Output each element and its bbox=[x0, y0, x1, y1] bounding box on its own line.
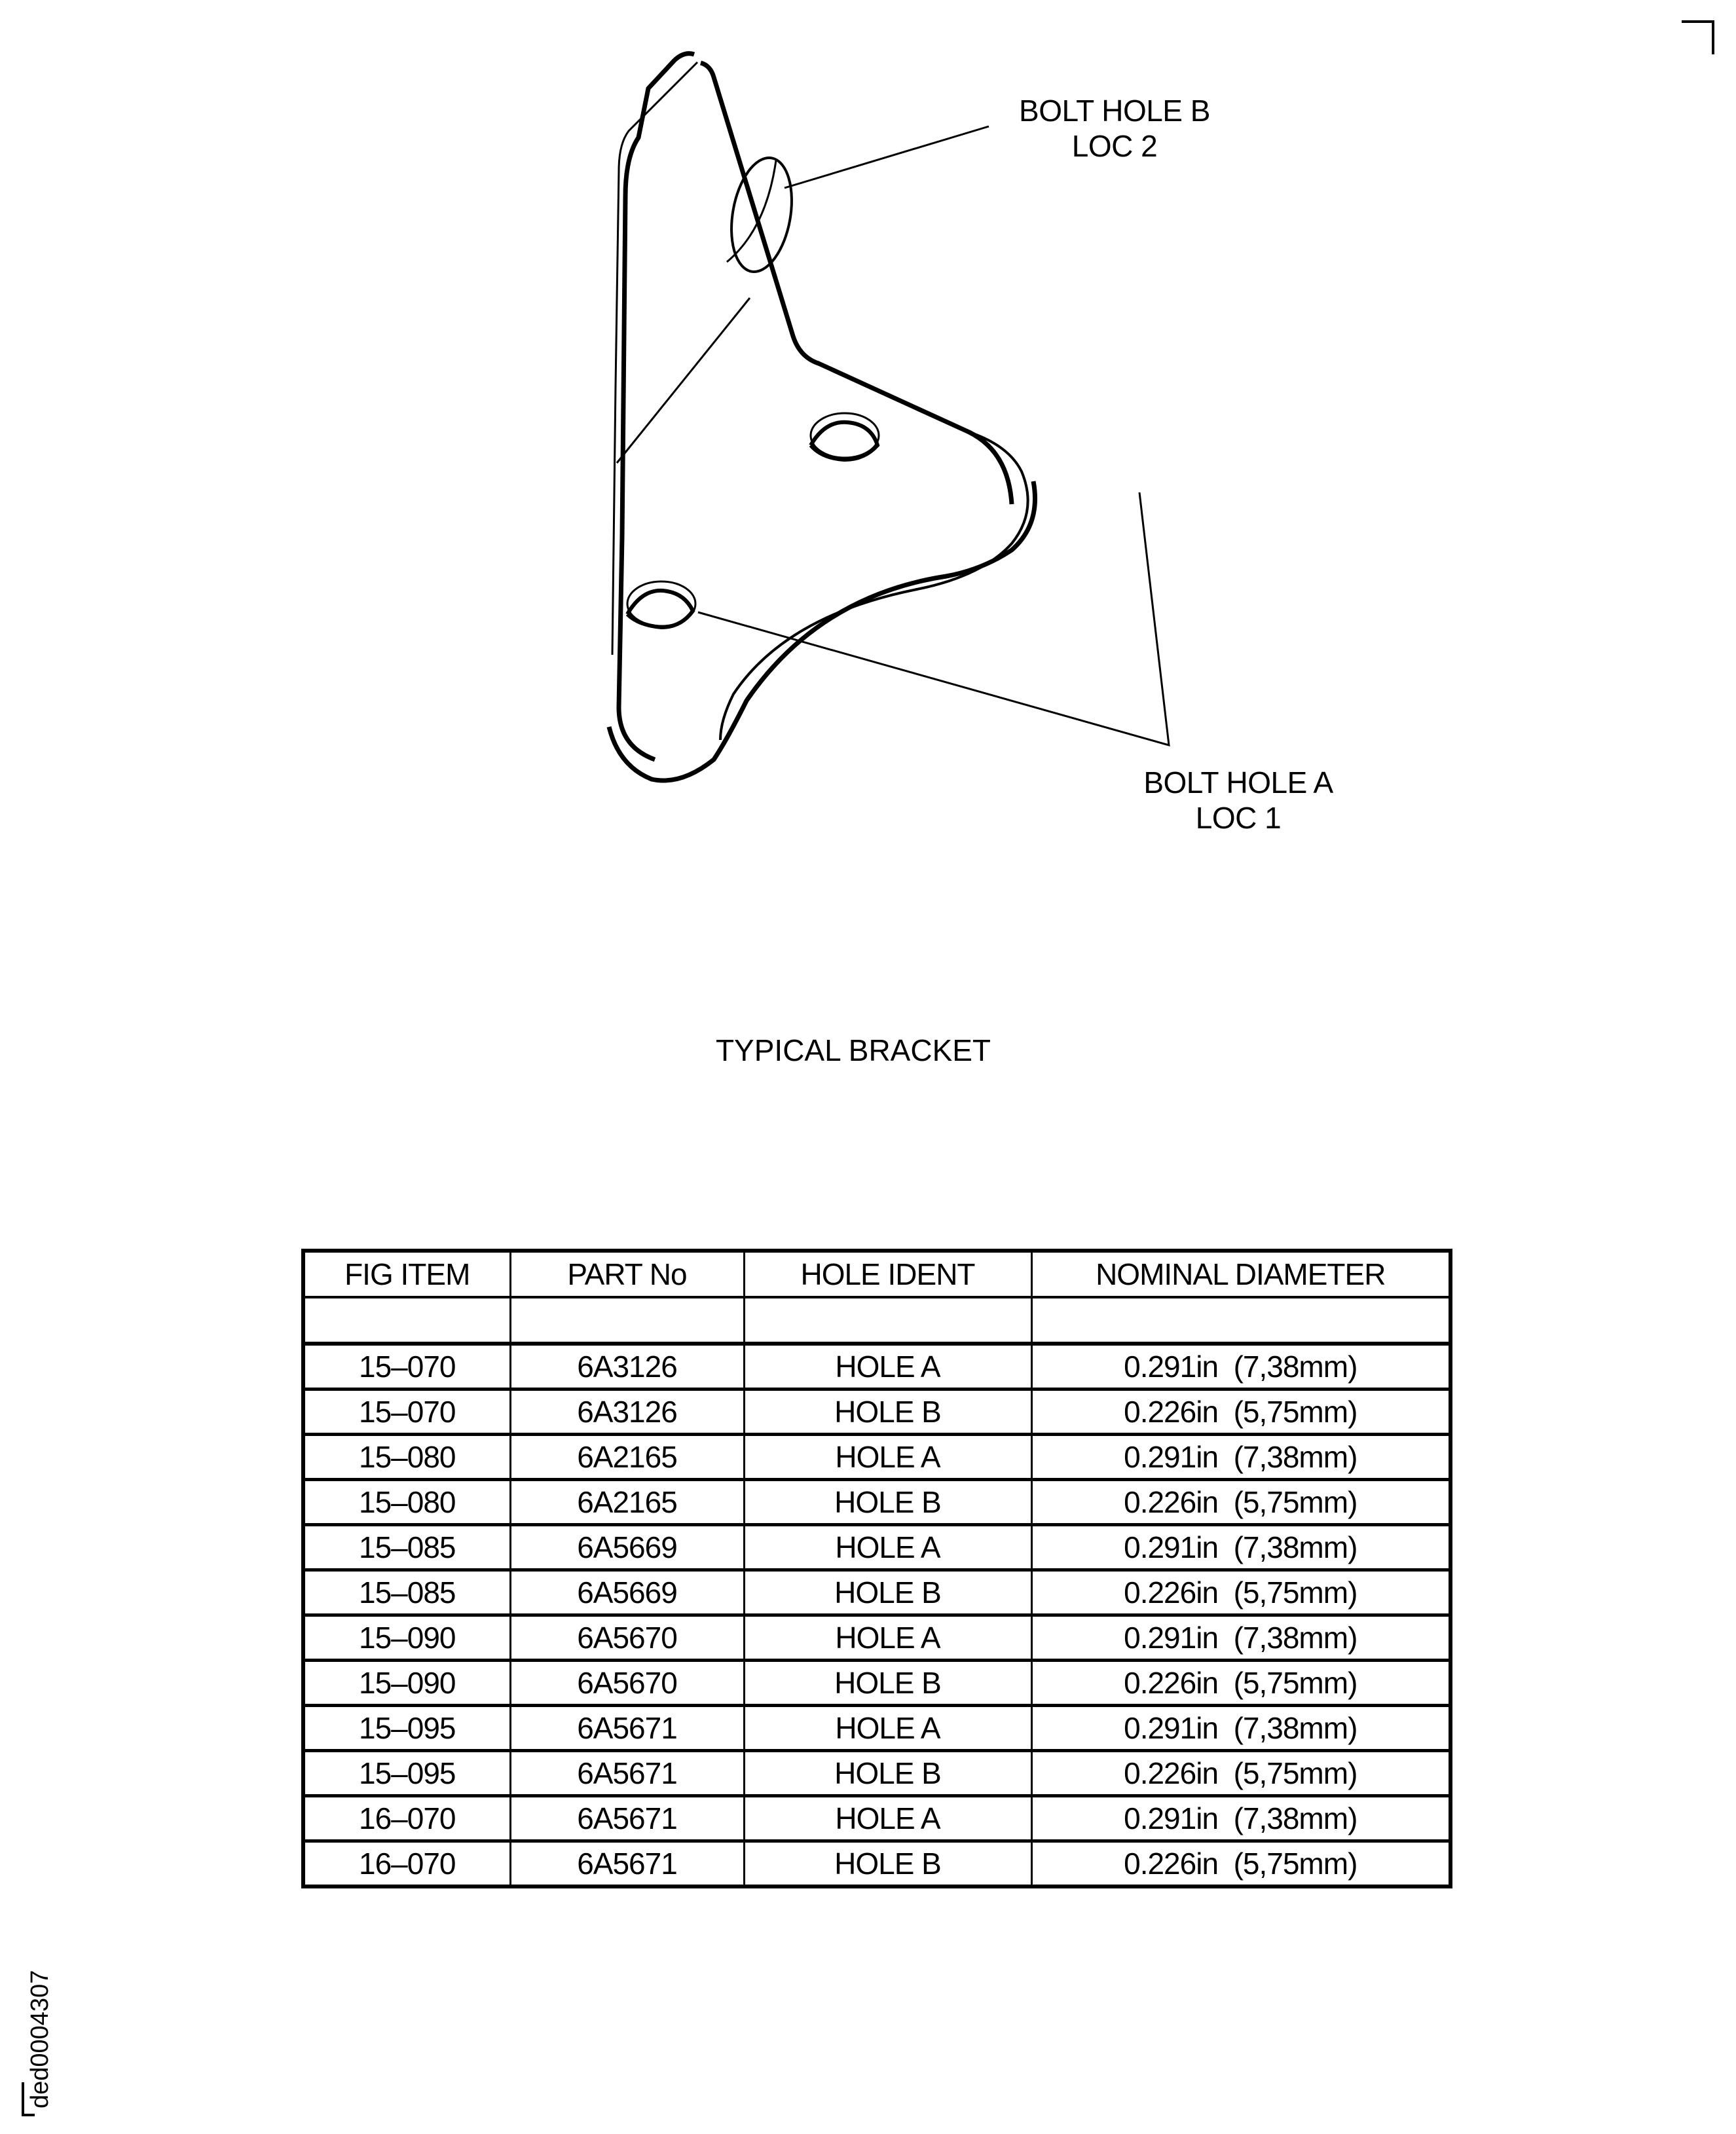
cell-hole-ident: HOLE A bbox=[744, 1435, 1031, 1480]
table-row bbox=[303, 1706, 1450, 1751]
header-part-no: PART No bbox=[510, 1251, 744, 1297]
hole-diameter-table bbox=[301, 1249, 1452, 1888]
cell-hole-ident: HOLE A bbox=[744, 1615, 1031, 1661]
cell-fig-item: 15–090 bbox=[303, 1615, 510, 1661]
callout-bolt-hole-a-line2: LOC 1 bbox=[1195, 801, 1282, 835]
header-hole-ident: HOLE IDENT bbox=[744, 1251, 1031, 1297]
cell-nominal-diameter: 0.226in (5,75mm) bbox=[1031, 1751, 1450, 1796]
table-row bbox=[303, 1344, 1450, 1389]
table-header-row bbox=[303, 1251, 1450, 1297]
cell-fig-item: 15–095 bbox=[303, 1706, 510, 1751]
cell-nominal-diameter: 0.291in (7,38mm) bbox=[1031, 1344, 1450, 1389]
table-row bbox=[303, 1435, 1450, 1480]
cell-hole-ident: HOLE B bbox=[744, 1841, 1031, 1887]
cell-part-no: 6A5669 bbox=[510, 1570, 744, 1615]
cell-hole-ident: HOLE B bbox=[744, 1480, 1031, 1525]
cell-nominal-diameter: 0.226in (5,75mm) bbox=[1031, 1841, 1450, 1887]
cell-nominal-diameter: 0.291in (7,38mm) bbox=[1031, 1615, 1450, 1661]
cell-part-no: 6A5671 bbox=[510, 1751, 744, 1796]
cell-part-no: 6A5670 bbox=[510, 1615, 744, 1661]
table-blank-row bbox=[303, 1297, 1450, 1344]
cell-nominal-diameter: 0.226in (5,75mm) bbox=[1031, 1389, 1450, 1435]
plate-underside bbox=[609, 481, 1035, 781]
table-row bbox=[303, 1796, 1450, 1841]
callout-bolt-hole-a bbox=[1143, 765, 1333, 836]
leader-bolt-hole-a bbox=[698, 492, 1169, 745]
callout-bolt-hole-b-line2: LOC 2 bbox=[1071, 129, 1158, 163]
cell-part-no: 6A3126 bbox=[510, 1389, 744, 1435]
cell-fig-item: 15–070 bbox=[303, 1389, 510, 1435]
cell-hole-ident: HOLE B bbox=[744, 1751, 1031, 1796]
cell-part-no: 6A2165 bbox=[510, 1480, 744, 1525]
header-fig-item: FIG ITEM bbox=[303, 1251, 510, 1297]
cell-part-no: 6A5669 bbox=[510, 1525, 744, 1570]
cell-fig-item: 15–090 bbox=[303, 1661, 510, 1706]
cell-hole-ident: HOLE A bbox=[744, 1344, 1031, 1389]
cell-part-no: 6A3126 bbox=[510, 1344, 744, 1389]
flange-outer-edge bbox=[619, 54, 694, 760]
cell-fig-item: 15–095 bbox=[303, 1751, 510, 1796]
cell-fig-item: 15–085 bbox=[303, 1570, 510, 1615]
cell-hole-ident: HOLE B bbox=[744, 1389, 1031, 1435]
cell-fig-item: 15–070 bbox=[303, 1344, 510, 1389]
cell-fig-item: 15–080 bbox=[303, 1435, 510, 1480]
table-row bbox=[303, 1570, 1450, 1615]
cell-nominal-diameter: 0.291in (7,38mm) bbox=[1031, 1706, 1450, 1751]
table-row bbox=[303, 1389, 1450, 1435]
cell-nominal-diameter: 0.291in (7,38mm) bbox=[1031, 1796, 1450, 1841]
plate-lobe bbox=[720, 432, 1028, 740]
cell-hole-ident: HOLE A bbox=[744, 1706, 1031, 1751]
callout-bolt-hole-b-line1: BOLT HOLE B bbox=[1019, 94, 1210, 128]
cell-part-no: 6A5670 bbox=[510, 1661, 744, 1706]
cell-nominal-diameter: 0.291in (7,38mm) bbox=[1031, 1435, 1450, 1480]
header-nominal-diameter: NOMINAL DIAMETER bbox=[1031, 1251, 1450, 1297]
table-row bbox=[303, 1661, 1450, 1706]
cell-nominal-diameter: 0.291in (7,38mm) bbox=[1031, 1525, 1450, 1570]
cell-fig-item: 16–070 bbox=[303, 1841, 510, 1887]
table-row bbox=[303, 1615, 1450, 1661]
bend-line bbox=[617, 298, 750, 463]
cell-fig-item: 15–085 bbox=[303, 1525, 510, 1570]
flange-front-face bbox=[701, 63, 1012, 504]
cell-part-no: 6A5671 bbox=[510, 1706, 744, 1751]
cell-nominal-diameter: 0.226in (5,75mm) bbox=[1031, 1661, 1450, 1706]
callout-bolt-hole-b bbox=[1019, 93, 1210, 164]
cell-nominal-diameter: 0.226in (5,75mm) bbox=[1031, 1570, 1450, 1615]
cell-fig-item: 16–070 bbox=[303, 1796, 510, 1841]
cell-part-no: 6A5671 bbox=[510, 1841, 744, 1887]
cell-hole-ident: HOLE A bbox=[744, 1796, 1031, 1841]
table-row bbox=[303, 1480, 1450, 1525]
cell-hole-ident: HOLE A bbox=[744, 1525, 1031, 1570]
figure-title: TYPICAL BRACKET bbox=[715, 1033, 991, 1067]
cell-hole-ident: HOLE B bbox=[744, 1570, 1031, 1615]
cell-part-no: 6A2165 bbox=[510, 1435, 744, 1480]
bracket-illustration bbox=[0, 0, 1736, 851]
cell-part-no: 6A5671 bbox=[510, 1796, 744, 1841]
table-row bbox=[303, 1751, 1450, 1796]
cell-fig-item: 15–080 bbox=[303, 1480, 510, 1525]
cell-hole-ident: HOLE B bbox=[744, 1661, 1031, 1706]
cell-nominal-diameter: 0.226in (5,75mm) bbox=[1031, 1480, 1450, 1525]
drawing-id: ded0004307 bbox=[26, 1970, 54, 2108]
callout-bolt-hole-a-line1: BOLT HOLE A bbox=[1143, 765, 1333, 800]
table-row bbox=[303, 1525, 1450, 1570]
table-row bbox=[303, 1841, 1450, 1887]
leader-bolt-hole-b bbox=[785, 126, 989, 188]
